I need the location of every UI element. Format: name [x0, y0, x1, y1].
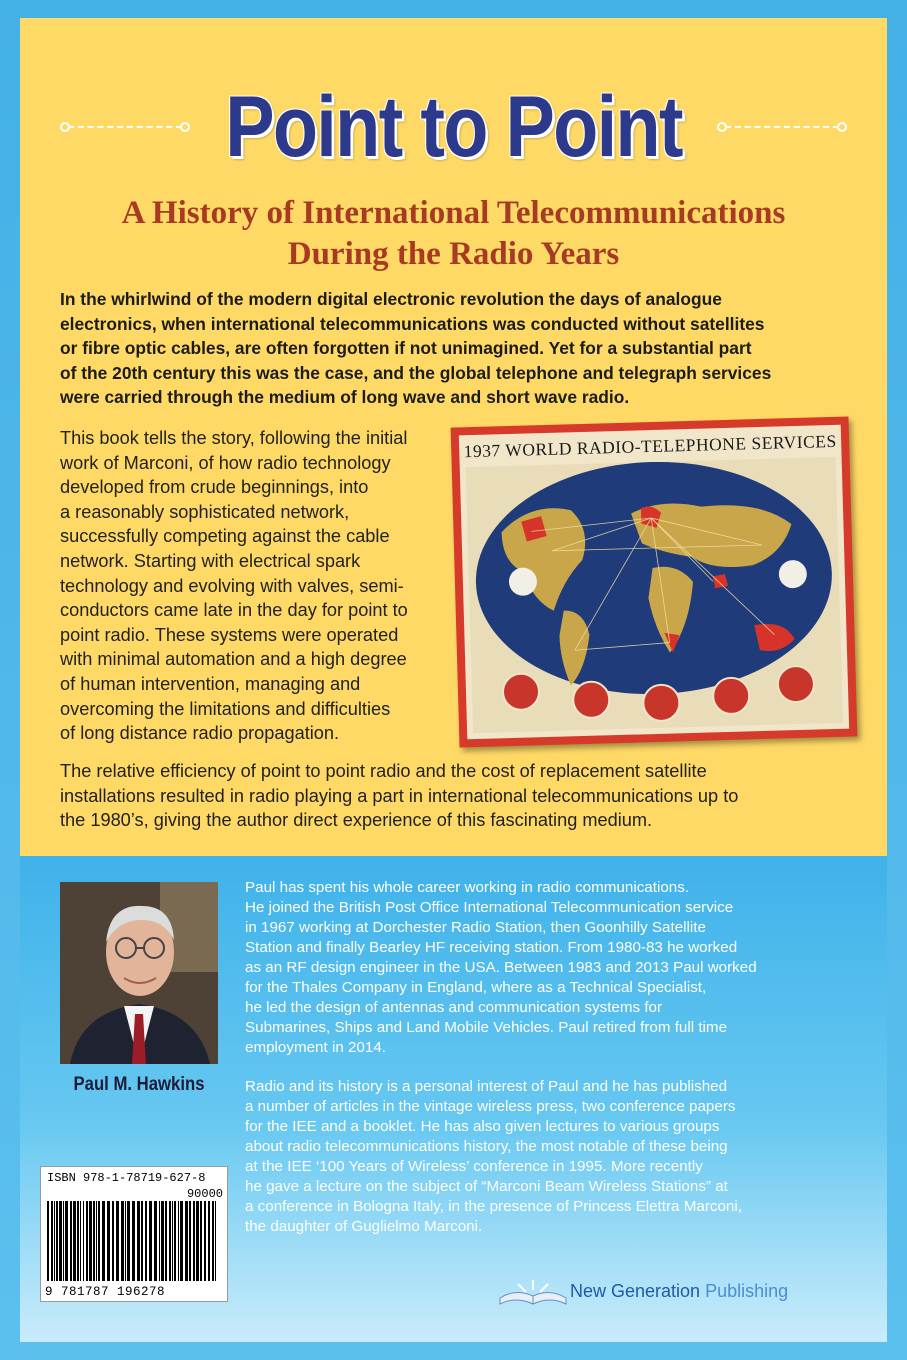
story-line: with minimal automation and a high degree [60, 649, 407, 670]
author-name: Paul M. Hawkins [73, 1074, 205, 1095]
author-bio-paragraph-1 [245, 878, 855, 1058]
efficiency-line: The relative efficiency of point to point radio and the cost of replacement satellite [60, 761, 707, 781]
barcode-digits: 9 781787 196278 [45, 1285, 166, 1299]
isbn-number: ISBN 978-1-78719-627-8 [47, 1171, 206, 1185]
publisher-name [570, 1281, 788, 1302]
efficiency-paragraph [60, 759, 860, 833]
book-title: Point to Point [225, 79, 682, 175]
story-line: network. Starting with electrical spark [60, 550, 361, 571]
bio-line: for the Thales Company in England, where as a Technical Specialist, [245, 979, 707, 996]
bio-line: He joined the British Post Office International Telecommunication service [245, 899, 734, 916]
story-line: a reasonably sophisticated network, [60, 501, 350, 522]
bio-line: Radio and its history is a personal interest of Paul and he has published [245, 1078, 728, 1095]
map-poster [459, 425, 849, 740]
bio-line: the daughter of Guglielmo Marconi. [245, 1218, 483, 1235]
price-code: 90000 [186, 1187, 223, 1201]
publisher-logo [498, 1278, 828, 1308]
bio-line: for the IEE and a booklet. He has also given lectures to various groups [245, 1118, 720, 1135]
efficiency-line: installations resulted in radio playing a part in international telecommunications up to [60, 785, 739, 806]
subtitle-line-2: During the Radio Years [287, 236, 620, 272]
intro-line: or fibre optic cables, are often forgotten if not unimagined. Yet for a substantial part [60, 338, 752, 358]
intro-line: In the whirlwind of the modern digital electronic revolution the days of analogue [60, 289, 722, 309]
author-photo [60, 882, 218, 1064]
bio-line: employment in 2014. [245, 1039, 386, 1056]
world-map-illustration [460, 453, 850, 740]
story-line: point radio. These systems were operated [60, 624, 399, 645]
intro-line: electronics, when international telecommunications was conducted without satellites [60, 313, 765, 334]
bio-line: Station and finally Bearley HF receiving station. From 1980-83 he worked [245, 939, 738, 956]
bio-line: Paul has spent his whole career working in radio communications. [245, 879, 690, 896]
story-line: conductors came late in the day for point to [60, 600, 408, 621]
bio-line: a number of articles in the vintage wireless press, two conference papers [245, 1098, 736, 1115]
story-line: of long distance radio propagation. [60, 723, 340, 744]
story-line: of human intervention, managing and [60, 673, 361, 694]
bio-line: about radio telecommunications history, the most notable of these being [245, 1138, 728, 1155]
barcode-bars [47, 1201, 221, 1281]
isbn-barcode [40, 1166, 228, 1302]
bio-line: a conference in Bologna Italy, in the presence of Princess Elettra Marconi, [245, 1198, 742, 1215]
bio-line: Submarines, Ships and Land Mobile Vehicles. Paul retired from full time [245, 1019, 728, 1036]
author-bio-paragraph-2 [245, 1077, 855, 1237]
story-line: technology and evolving with valves, semi- [60, 575, 404, 596]
efficiency-line: the 1980’s, giving the author direct experience of this fascinating medium. [60, 810, 653, 831]
bio-line: in 1967 working at Dorchester Radio Station, then Goonhilly Satellite [245, 919, 706, 936]
intro-paragraph [60, 287, 850, 410]
story-line: developed from crude beginnings, into [60, 477, 369, 498]
open-book-icon [498, 1278, 568, 1308]
intro-line: of the 20th century this was the case, and the global telephone and telegraph services [60, 362, 772, 383]
bio-line: as an RF design engineer in the USA. Between 1983 and 2013 Paul worked [245, 959, 757, 976]
story-line: This book tells the story, following the initial [60, 428, 408, 448]
bio-line: at the IEE ‘100 Years of Wireless’ conference in 1995. More recently [245, 1158, 703, 1175]
world-radio-map-image [451, 417, 858, 748]
publisher-name-bold: New Generation [570, 1281, 701, 1301]
bio-line: he led the design of antennas and communication systems for [245, 999, 663, 1016]
story-line: overcoming the limitations and difficulties [60, 698, 391, 719]
story-line: work of Marconi, of how radio technology [60, 452, 391, 473]
bio-line: he gave a lecture on the subject of “Marconi Beam Wireless Stations” at [245, 1178, 728, 1195]
intro-line: were carried through the medium of long wave and short wave radio. [60, 387, 630, 407]
map-title: 1937 WORLD RADIO-TELEPHONE SERVICES [463, 430, 837, 462]
story-line: successfully competing against the cable [60, 526, 390, 547]
story-paragraph [60, 426, 450, 746]
subtitle-line-1: A History of International Telecommunications [121, 195, 786, 231]
publisher-name-light: Publishing [705, 1281, 789, 1301]
